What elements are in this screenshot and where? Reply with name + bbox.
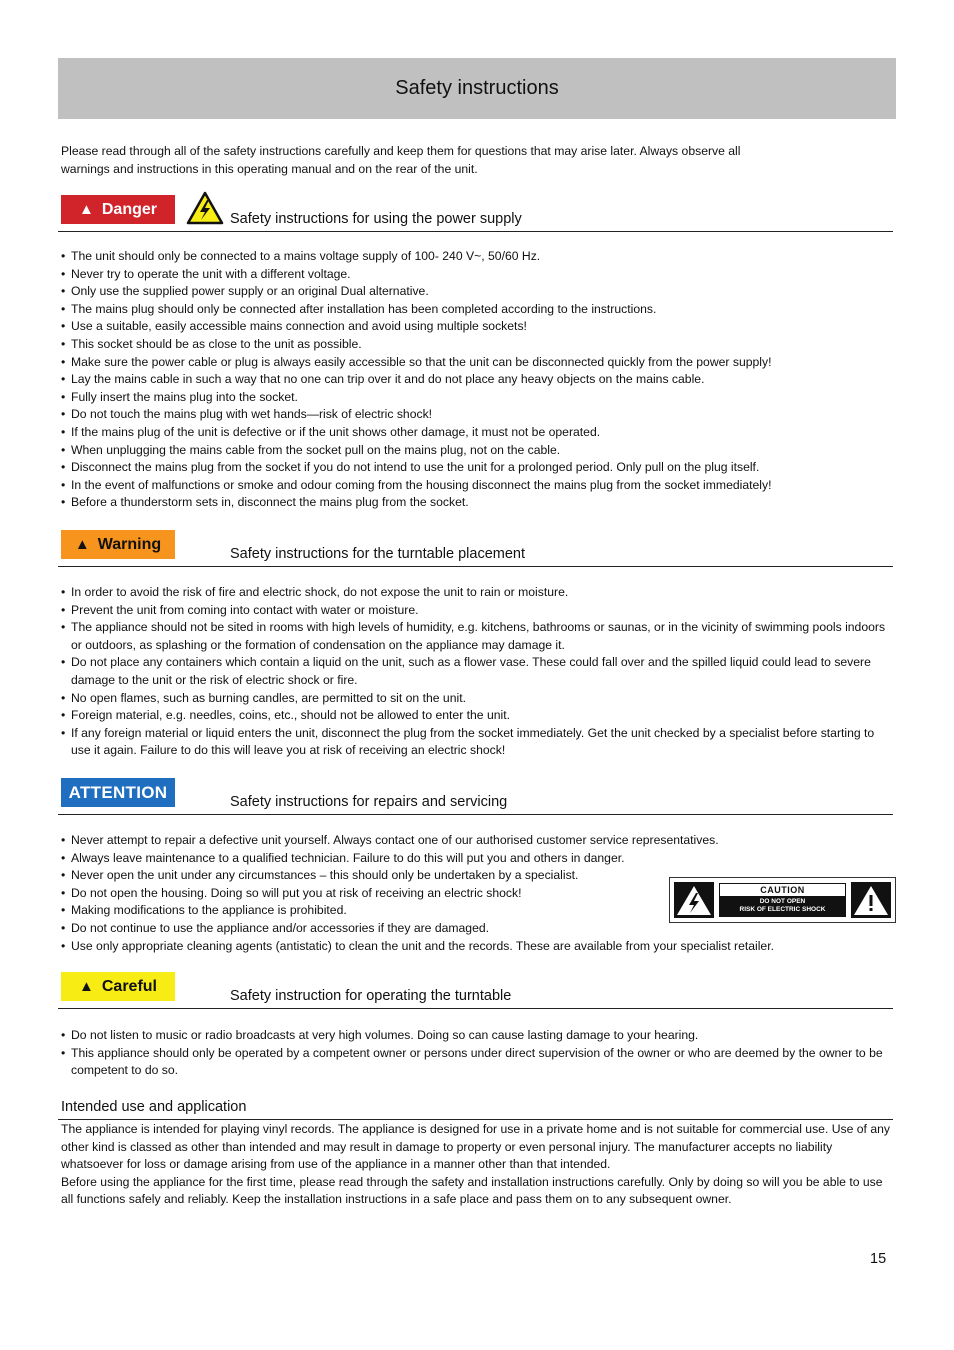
list-item: • Fully insert the mains plug into the socket. <box>61 389 891 407</box>
badge-label: Careful <box>101 977 157 995</box>
list-item: • Do not touch the mains plug with wet hands—risk of electric shock! <box>61 406 891 424</box>
list-item: • When unplugging the mains cable from the socket pull on the mains plug, not on the cable. <box>61 442 891 460</box>
list-item: • No open flames, such as burning candles, are permitted to sit on the unit. <box>61 690 891 708</box>
list-item: • Make sure the power cable or plug is always easily accessible so that the unit can be disconnected quickly from the power supply! <box>61 354 891 372</box>
caution-label <box>669 877 896 923</box>
badge-label: Warning <box>97 535 162 553</box>
caution-subtext: DO NOT OPEN RISK OF ELECTRIC SHOCK <box>720 896 845 916</box>
list-operating <box>61 1027 891 1080</box>
list-item: • If any foreign material or liquid enters the unit, disconnect the plug from the socket immediately. Get the unit checked by a specialist before starting to use it again. Failure to do this will leave you at risk of receiving an electric shock! <box>61 725 891 760</box>
warning-triangle-icon: ▲ <box>79 201 94 218</box>
intro-text: Please read through all of the safety instructions carefully and keep them for questions that may arise later. Always observe all warnings and instructions in this operating manual and on the rear of the unit. <box>61 144 741 176</box>
section-heading-placement: Safety instructions for the turntable placement <box>58 545 893 567</box>
exclamation-icon <box>851 882 891 918</box>
list-item: • Disconnect the mains plug from the socket if you do not intend to use the unit for a prolonged period. Only pull on the plug itself. <box>61 459 891 477</box>
list-item: • Never attempt to repair a defective unit yourself. Always contact one of our authorised customer service representatives. <box>61 832 891 850</box>
badge-label: ATTENTION <box>68 782 168 802</box>
caution-title: CAUTION <box>720 884 845 896</box>
section-heading-operating: Safety instruction for operating the turntable <box>58 987 893 1009</box>
list-placement <box>61 584 891 760</box>
list-item: • Do not open the housing. Doing so will put you at risk of receiving an electric shock! <box>61 885 891 903</box>
list-item: • In the event of malfunctions or smoke and odour coming from the housing disconnect the mains plug from the socket immediately! <box>61 477 891 495</box>
list-item: • Never try to operate the unit with a different voltage. <box>61 266 891 284</box>
list-item: • The unit should only be connected to a mains voltage supply of 100- 240 V~, 50/60 Hz. <box>61 248 891 266</box>
intended-paragraph: The appliance is intended for playing vinyl records. The appliance is designed for use in a private home and is not suitable for commercial use. Use of any other kind is classed as other than intended and may result in damage to property or even personal injury. The manufacturer accepts no liability whatsoever for loss or damage arising from use of the appliance in a manner other than that intended. <box>61 1122 890 1172</box>
list-item: • Prevent the unit from coming into contact with water or moisture. <box>61 602 891 620</box>
list-item: • Only use the supplied power supply or an original Dual alternative. <box>61 283 891 301</box>
warning-triangle-icon: ▲ <box>74 536 90 553</box>
list-item: • Do not listen to music or radio broadcasts at very high volumes. Doing so can cause lasting damage to your hearing. <box>61 1027 891 1045</box>
list-item: • Do not place any containers which contain a liquid on the unit, such as a flower vase. These could fall over and the spilled liquid could lead to severe damage to the unit or the risk of electric shock or fire. <box>61 654 891 689</box>
list-item: • Always leave maintenance to a qualified technician. Failure to do this will put you and others in danger. <box>61 850 891 868</box>
intended-use-heading: Intended use and application <box>58 1098 893 1120</box>
lightning-icon <box>674 882 714 918</box>
page-title: Safety instructions <box>58 58 896 119</box>
list-item: • Use only appropriate cleaning agents (antistatic) to clean the unit and the records. These are available from your specialist retailer. <box>61 938 891 956</box>
section-heading-power-supply: Safety instructions for using the power supply <box>58 210 893 232</box>
badge-label: Danger <box>101 200 157 218</box>
list-item: • Never open the unit under any circumstances – this should only be undertaken by a specialist. <box>61 867 891 885</box>
list-item: • This appliance should only be operated by a competent owner or persons under direct supervision of the owner or who are deemed by the owner to be competent to do so. <box>61 1045 891 1080</box>
list-item: • The mains plug should only be connected after installation has been completed according to the instructions. <box>61 301 891 319</box>
intended-paragraph: Before using the appliance for the first time, please read through the safety and installation instructions carefully. Only by doing so will you be able to use all functions safely and reliably. Keep the installation instructions in a safe place and pass them on to any subsequent owner. <box>61 1174 883 1207</box>
warning-triangle-icon: ▲ <box>79 978 94 995</box>
list-item: • In order to avoid the risk of fire and electric shock, do not expose the unit to rain or moisture. <box>61 584 891 602</box>
list-item: • Do not continue to use the appliance and/or accessories if they are damaged. <box>61 920 891 938</box>
section-heading-repairs: Safety instructions for repairs and servicing <box>58 793 893 815</box>
list-item: • If the mains plug of the unit is defective or if the unit shows other damage, it must not be operated. <box>61 424 891 442</box>
list-item: • This socket should be as close to the unit as possible. <box>61 336 891 354</box>
caution-text-panel <box>719 883 846 917</box>
list-item: • Use a suitable, easily accessible mains connection and avoid using multiple sockets! <box>61 318 891 336</box>
list-item: • Foreign material, e.g. needles, coins, etc., should not be allowed to enter the unit. <box>61 707 891 725</box>
list-power-supply <box>61 248 891 512</box>
intended-use-text <box>61 1121 894 1209</box>
list-item: • Before a thunderstorm sets in, disconnect the mains plug from the socket. <box>61 494 891 512</box>
page-number: 15 <box>870 1251 887 1267</box>
list-item: • The appliance should not be sited in rooms with high levels of humidity, e.g. kitchens, bathrooms or saunas, or in the vicinity of swimming pools indoors or outdoors, as splashing or the formation of condensation on the appliance may damage it. <box>61 619 891 654</box>
list-item: • Lay the mains cable in such a way that no one can trip over it and do not place any heavy objects on the mains cable. <box>61 371 891 389</box>
list-item: • Making modifications to the appliance is prohibited. <box>61 902 891 920</box>
